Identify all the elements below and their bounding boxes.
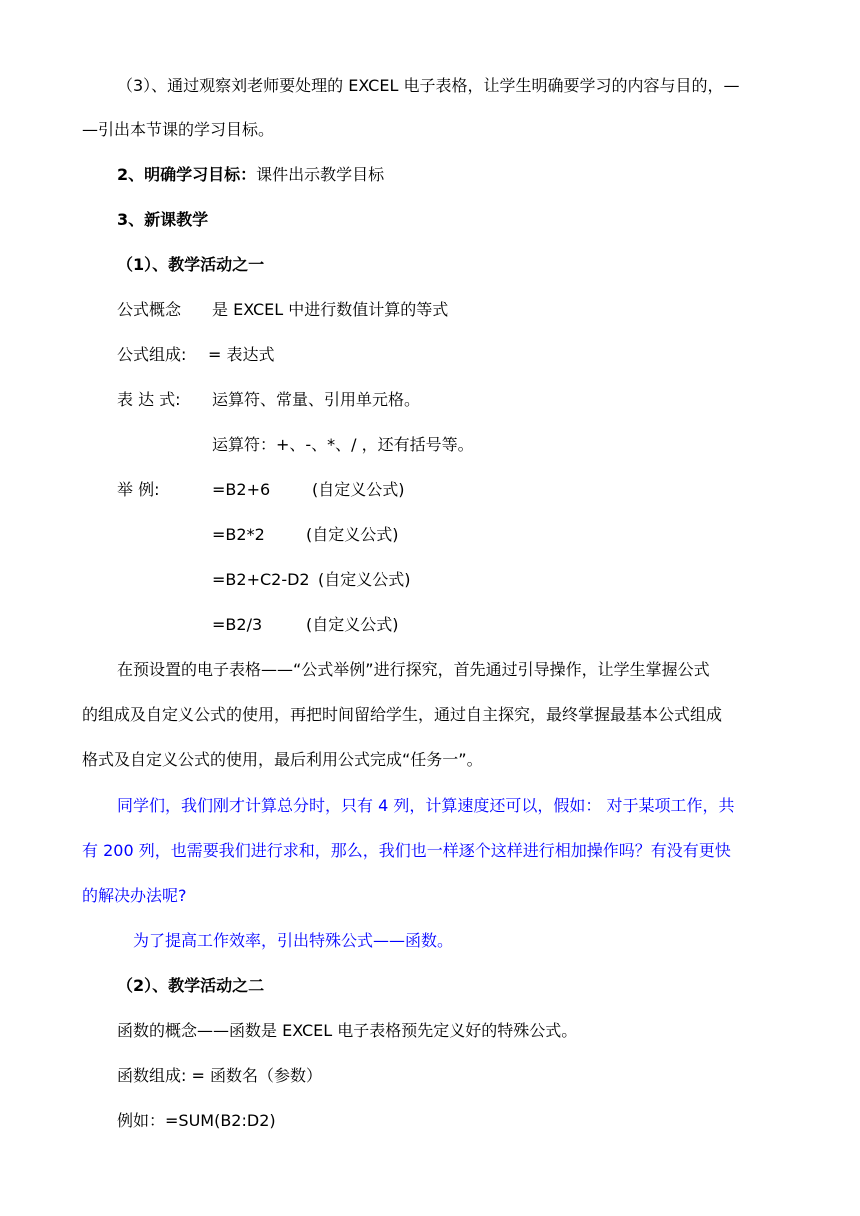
explore-paragraph-line3: 格式及自定义公式的使用，最后利用公式完成“任务一”。 — [82, 750, 483, 769]
paragraph-intro-line2: —引出本节课的学习目标。 — [82, 120, 275, 139]
formula-concept-label: 公式概念 — [117, 300, 182, 319]
learning-goal-heading: 2、明确学习目标： — [117, 165, 257, 184]
formula-concept-text: 是 EXCEL 中进行数值计算的等式 — [212, 300, 449, 319]
example-formula: =B2*2 — [212, 525, 265, 544]
example-note: (自定义公式) — [318, 570, 411, 589]
example-note: (自定义公式) — [306, 525, 399, 544]
paragraph-intro-line1: （3）、通过观察刘老师要处理的 EXCEL 电子表格，让学生明确要学习的内容与目的，— — [117, 76, 740, 95]
example-note: (自定义公式) — [306, 615, 399, 634]
operators-text: 运算符：+、-、*、/ ，还有括号等。 — [212, 435, 474, 454]
explore-paragraph-line1: 在预设置的电子表格——“公式举例”进行探究，首先通过引导操作，让学生掌握公式 — [117, 660, 710, 679]
formula-composition-text: = 表达式 — [208, 345, 275, 364]
function-intro-text: 为了提高工作效率，引出特殊公式——函数。 — [133, 931, 454, 950]
examples-label: 举 例: — [117, 480, 160, 499]
learning-goal — [117, 164, 384, 186]
expression-label: 表 达 式: — [117, 390, 181, 409]
example-formula: =B2/3 — [212, 615, 263, 634]
formula-composition-label: 公式组成: — [117, 345, 187, 364]
function-concept-text: 函数的概念——函数是 EXCEL 电子表格预先定义好的特殊公式。 — [117, 1021, 578, 1040]
example-note: (自定义公式) — [312, 480, 405, 499]
function-composition-text: 函数组成: = 函数名（参数） — [117, 1066, 322, 1085]
question-paragraph-line2: 有 200 列，也需要我们进行求和，那么，我们也一样逐个这样进行相加操作吗？有没有更快 — [82, 841, 731, 860]
activity-one-heading: （1）、教学活动之一 — [117, 255, 265, 274]
expression-text: 运算符、常量、引用单元格。 — [212, 390, 421, 409]
new-lesson-heading: 3、新课教学 — [117, 210, 209, 229]
activity-two-heading: （2）、教学活动之二 — [117, 976, 265, 995]
example-formula: =B2+C2-D2 — [212, 570, 310, 589]
learning-goal-text: 课件出示教学目标 — [256, 165, 385, 184]
explore-paragraph-line2: 的组成及自定义公式的使用，再把时间留给学生，通过自主探究，最终掌握最基本公式组成 — [82, 705, 723, 724]
question-paragraph-line3: 的解决办法呢? — [82, 886, 187, 905]
example-formula: =B2+6 — [212, 480, 271, 499]
function-example-text: 例如：=SUM(B2:D2) — [117, 1111, 276, 1130]
question-paragraph-line1: 同学们，我们刚才计算总分时，只有 4 列，计算速度还可以，假如： 对于某项工作，共 — [117, 796, 735, 815]
